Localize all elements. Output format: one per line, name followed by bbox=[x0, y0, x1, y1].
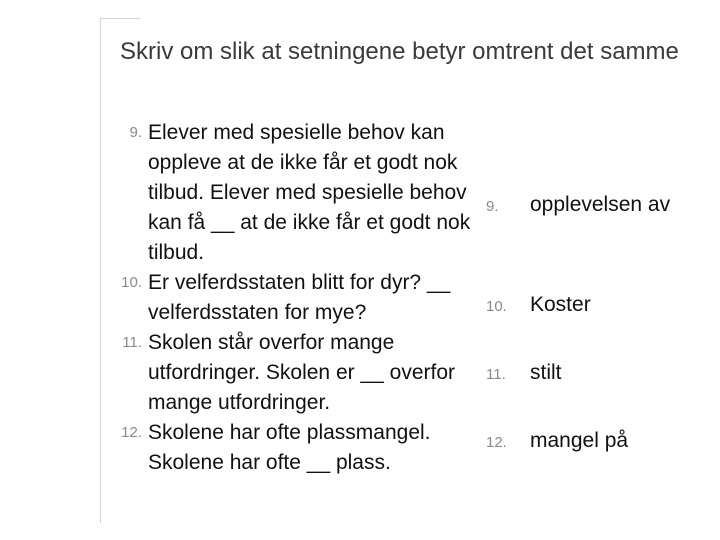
item-number: 9. bbox=[129, 124, 142, 141]
answer-item-12 bbox=[486, 426, 706, 458]
sentence-item-11 bbox=[106, 328, 476, 418]
answer-text: opplevelsen av bbox=[530, 193, 671, 216]
sentence-item-10 bbox=[106, 268, 476, 328]
decorative-rule-vertical bbox=[100, 18, 101, 523]
sentence-text: Skolene har ofte plassmangel. Skolene har ofte __ plass. bbox=[148, 421, 431, 474]
sentence-item-12 bbox=[106, 418, 476, 478]
item-number: 11. bbox=[486, 366, 506, 383]
slide-title: Skriv om slik at setningene betyr omtrent det samme bbox=[120, 38, 679, 65]
answer-item-11 bbox=[486, 358, 706, 390]
item-number: 9. bbox=[486, 198, 499, 215]
sentence-text: Skolen står overfor mange utfordringer. Skolen er __ overfor mange utfordringer. bbox=[148, 331, 456, 414]
item-number: 11. bbox=[122, 334, 142, 351]
answer-text: Koster bbox=[530, 293, 591, 316]
sentence-list bbox=[106, 118, 476, 478]
sentence-text: Elever med spesielle behov kan oppleve at de ikke får et godt nok tilbud. Elever med spesielle behov kan få __ at de ikke får et godt nok tilbud. bbox=[148, 121, 471, 264]
answer-item-10 bbox=[486, 290, 706, 322]
answer-text: mangel på bbox=[530, 429, 629, 452]
answer-text: stilt bbox=[530, 361, 562, 384]
item-number: 10. bbox=[121, 274, 142, 291]
answer-item-9 bbox=[486, 190, 706, 222]
sentence-item-9 bbox=[106, 118, 476, 268]
item-number: 12. bbox=[486, 434, 507, 451]
sentence-text: Er velferdsstaten blitt for dyr? __ velferdsstaten for mye? bbox=[148, 271, 451, 324]
decorative-rule-horizontal bbox=[100, 18, 140, 19]
item-number: 12. bbox=[121, 424, 142, 441]
item-number: 10. bbox=[486, 298, 507, 315]
